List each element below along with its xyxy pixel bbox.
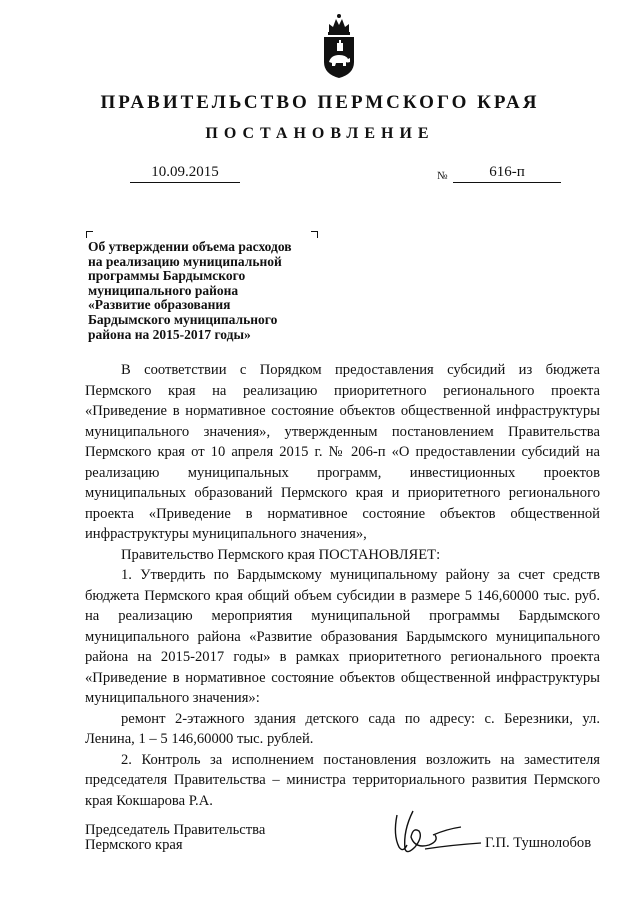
handwritten-signature <box>385 805 485 860</box>
subject-line: «Развитие образования <box>88 297 231 313</box>
body-paragraph: В соответствии с Порядком предоставления субсидий из бюджета Пермского края на реализацию приоритетного регионального проекта «Приведение в нормативное состояние объектов общественной инфраструктуры муниципального значения», утвержденным постановлением Правительства Пермского края от 10 апреля 2015 г. № 206-п «О предоставлении субсидий на реализацию муниципальных программ, инвестиционных проектов муниципальных образований Пермского края и приоритетного регионального проекта «Приведение в нормативное состояние объектов общественной инфраструктуры муниципального значения», <box>85 362 600 542</box>
body-paragraph: 1. Утвердить по Бардымскому муниципальному району за счет средств бюджета Пермского края общий объем субсидии в размере 5 146,60000 тыс. руб. на реализацию мероприятия муниципальной программы Бардымского муниципального района «Развитие образования Бардымского муниципального района на 2015-2017 годы» в рамках приоритетного регионального проекта «Приведение в нормативное состояние объектов общественной инфраструктуры муниципального значения»: <box>85 567 600 706</box>
body-paragraph: 2. Контроль за исполнением постановления возложить на заместителя председателя Правительства – министра территориального развития Пермского края Кокшарова Р.А. <box>85 751 600 809</box>
body-paragraph: ремонт 2-этажного здания детского сада по адресу: с. Березники, ул. Ленина, 1 – 5 146,60000 тыс. рублей. <box>85 710 600 747</box>
subject-line: на реализацию муниципальной <box>88 253 282 269</box>
document-body <box>85 360 600 811</box>
subject-line: программы Бардымского <box>88 268 246 284</box>
coat-of-arms-icon <box>319 10 359 80</box>
position-line: Председатель Правительства <box>85 822 266 838</box>
body-paragraph: Правительство Пермского края ПОСТАНОВЛЯЕТ: <box>121 546 441 563</box>
subject-corner-left <box>86 231 93 238</box>
government-title: ПРАВИТЕЛЬСТВО ПЕРМСКОГО КРАЯ <box>100 92 540 113</box>
subject-line: района на 2015-2017 годы» <box>88 326 251 342</box>
subject-line: Бардымского муниципального <box>88 311 278 327</box>
document-number: 616-п <box>453 164 561 183</box>
subject-line: муниципального района <box>88 282 239 298</box>
signatory-position <box>85 823 265 853</box>
subject-line: Об утверждении объема расходов <box>88 239 292 254</box>
signatory-name: Г.П. Тушнолобов <box>485 835 592 851</box>
number-sign: № <box>437 170 448 182</box>
document-subject <box>88 240 333 342</box>
document-date: 10.09.2015 <box>130 164 240 183</box>
position-line: Пермского края <box>85 837 183 853</box>
subject-corner-right <box>311 231 318 238</box>
document-type: ПОСТАНОВЛЕНИЕ <box>205 125 435 142</box>
